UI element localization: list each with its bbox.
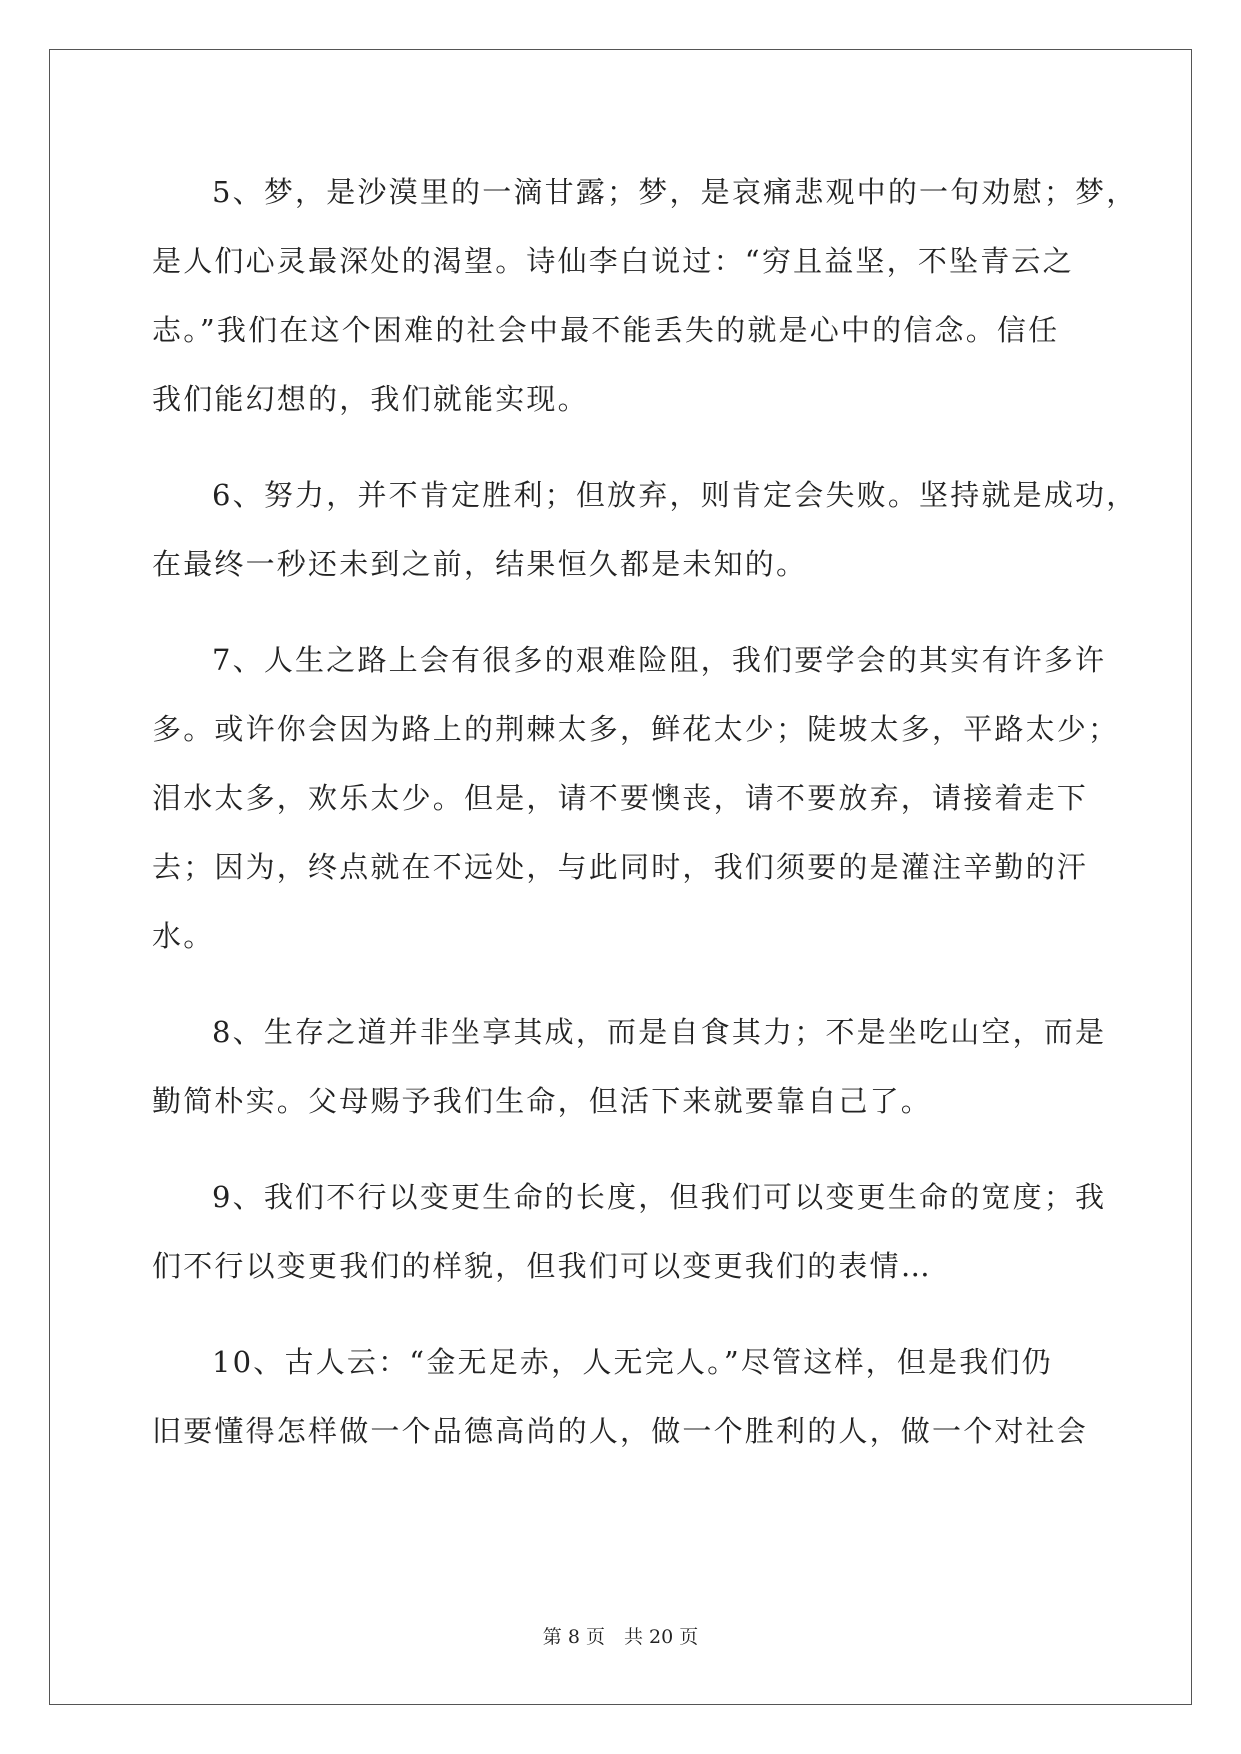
paragraph-5-line-3: 志。”我们在这个困难的社会中最不能丢失的就是心中的信念。信任 [152,313,1060,347]
paragraph-spacer [152,1301,1092,1328]
paragraph-5-line-2: 是人们心灵最深处的渴望。诗仙李白说过：“穷且益坚，不坠青云之 [152,244,1074,278]
paragraph-10-line-2: 旧要懂得怎样做一个品德高尚的人，做一个胜利的人，做一个对社会 [152,1414,1089,1448]
paragraph-7-line-1: 7、人生之路上会有很多的艰难险阻，我们要学会的其实有许多许 [212,643,1107,677]
document-body [152,158,1138,1466]
paragraph-9-line-1: 9、我们不行以变更生命的长度，但我们可以变更生命的宽度；我 [212,1180,1107,1214]
paragraph-7-line-3: 泪水太多，欢乐太少。但是，请不要懊丧，请不要放弃，请接着走下 [152,781,1089,815]
paragraph-8-line-2: 勤简朴实。父母赐予我们生命，但活下来就要靠自己了。 [152,1084,933,1118]
paragraph-spacer [152,434,1092,461]
paragraph-9-line-2: 们不行以变更我们的样貌，但我们可以变更我们的表情… [152,1249,933,1283]
paragraph-5-line-1: 5、梦，是沙漠里的一滴甘露；梦，是哀痛悲观中的一句劝慰；梦， [212,175,1138,209]
paragraph-spacer [152,971,1092,998]
paragraph-spacer [152,1136,1092,1163]
paragraph-7-line-2: 多。或许你会因为路上的荆棘太多，鲜花太少；陡坡太多，平路太少； [152,712,1120,746]
paragraph-8-line-1: 8、生存之道并非坐享其成，而是自食其力；不是坐吃山空，而是 [212,1015,1107,1049]
paragraph-6-line-1: 6、努力，并不肯定胜利；但放弃，则肯定会失败。坚持就是成功， [212,478,1138,512]
paragraph-5-line-4: 我们能幻想的，我们就能实现。 [152,382,589,416]
paragraph-10-line-1: 10、古人云：“金无足赤，人无完人。”尽管这样，但是我们仍 [212,1345,1053,1379]
page-number-footer: 第 8 页 共 20 页 [542,1626,699,1648]
paragraph-6-line-2: 在最终一秒还未到之前，结果恒久都是未知的。 [152,547,808,581]
paragraph-7-line-5: 水。 [152,919,215,953]
paragraph-spacer [152,599,1092,626]
paragraph-7-line-4: 去；因为，终点就在不远处，与此同时，我们须要的是灌注辛勤的汗 [152,850,1089,884]
